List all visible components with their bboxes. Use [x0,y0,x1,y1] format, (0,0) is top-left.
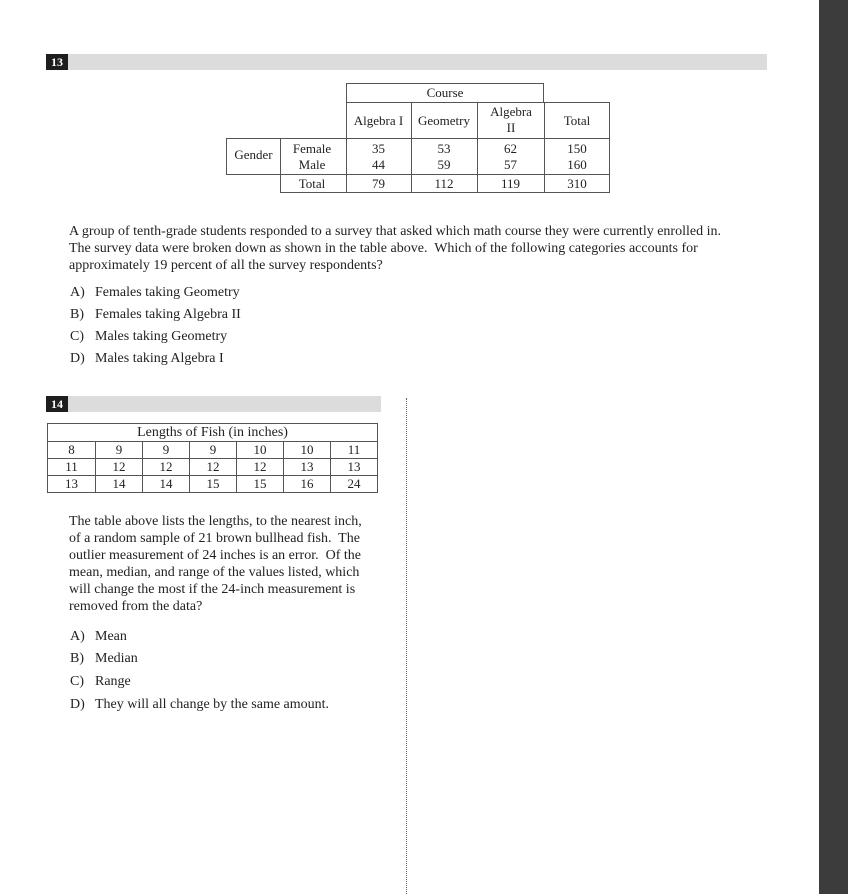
fish-cell: 14 [96,476,143,493]
question-13-number: 13 [46,54,68,70]
col-header-geometry: Geometry [418,113,470,128]
cell-total-geometry: 112 [434,176,454,191]
col-header-algebra-1: Algebra I [353,113,404,128]
fish-cell: 9 [96,442,143,459]
question-13-line-2: The survey data were broken down as shown in the table above. Which of the following categories accounts for [69,241,698,256]
q14-choice-d-text: They will all change by the same amount. [95,697,330,712]
cell-female-geometry: 53 [437,141,451,156]
fish-cell: 14 [143,476,190,493]
cell-total-total: 310 [567,176,587,191]
table-row [48,442,378,459]
fish-cell: 15 [190,476,237,493]
q13-choice-a-letter: A) [70,285,85,300]
q13-choice-c-letter: C) [70,329,84,344]
fish-cell: 12 [96,459,143,476]
fish-cell: 12 [237,459,284,476]
q13-choice-c-text: Males taking Geometry [95,329,228,344]
cell-female-algebra-2: 62 [504,141,517,156]
q14-choice-b-text: Median [95,651,138,666]
col-header-total: Total [563,113,591,128]
q14-choice-b-letter: B) [70,651,84,666]
fish-cell: 10 [237,442,284,459]
question-13-line-3: approximately 19 percent of all the survey respondents? [69,258,383,273]
fish-lengths-table [47,423,378,493]
q13-choice-a[interactable] [70,284,240,301]
q14-choice-a[interactable] [70,628,127,645]
question-14-stem [69,513,389,615]
right-edge-panel [819,0,848,894]
fish-cell: 15 [237,476,284,493]
cell-male-geometry: 59 [437,157,451,172]
fish-cell: 13 [48,476,96,493]
fish-cell: 9 [143,442,190,459]
question-14-line-3: outlier measurement of 24 inches is an error. Of the [69,548,361,563]
fish-cell: 13 [331,459,378,476]
cell-male-total: 160 [567,157,587,172]
cell-male-algebra-2: 57 [504,157,517,172]
course-header: Course [426,85,464,100]
row-label-female: Female [292,141,332,156]
q14-choice-c-letter: C) [70,674,84,689]
q14-choice-a-text: Mean [95,629,127,644]
question-14-line-1: The table above lists the lengths, to the nearest inch, [69,514,362,529]
cell-male-algebra-1: 44 [372,157,385,172]
fish-cell: 11 [331,442,378,459]
fish-cell: 12 [190,459,237,476]
q13-choice-d[interactable] [70,350,224,367]
row-label-total: Total [298,176,326,191]
fish-cell: 11 [48,459,96,476]
question-14-line-5: will change the most if the 24-inch measurement is [69,582,356,597]
question-13-stem [69,223,769,274]
q13-choice-b-text: Females taking Algebra II [95,307,241,322]
q14-choice-b[interactable] [70,650,138,667]
q13-choice-d-letter: D) [70,351,85,366]
fish-cell: 24 [331,476,378,493]
q13-choice-a-text: Females taking Geometry [95,285,240,300]
q13-choice-b[interactable] [70,306,241,323]
question-13-line-1: A group of tenth-grade students responded to a survey that asked which math course they were currently enrolled in. [69,224,721,239]
question-14-line-6: removed from the data? [69,599,203,614]
cell-female-total: 150 [567,141,587,156]
fish-cell: 8 [48,442,96,459]
table-row [48,459,378,476]
q13-choice-d-text: Males taking Algebra I [95,351,224,366]
fish-cell: 10 [284,442,331,459]
col-header-algebra-2: Algebra II [490,104,532,135]
fish-table-title: Lengths of Fish (in inches) [48,424,378,442]
q14-choice-c[interactable] [70,673,131,690]
cell-total-algebra-1: 79 [372,176,385,191]
row-label-male: Male [298,157,326,172]
row-group-gender: Gender [234,147,273,162]
cell-female-algebra-1: 35 [372,141,385,156]
q14-choice-d-letter: D) [70,697,85,712]
table-row [48,476,378,493]
question-13-bar [46,54,767,70]
q14-choice-c-text: Range [95,674,131,689]
question-14-line-4: mean, median, and range of the values listed, which [69,565,360,580]
cell-total-algebra-2: 119 [500,176,521,191]
question-14-number: 14 [46,396,68,412]
fish-cell: 13 [284,459,331,476]
question-14-line-2: of a random sample of 21 brown bullhead fish. The [69,531,360,546]
q14-choice-a-letter: A) [70,629,85,644]
q13-choice-b-letter: B) [70,307,84,322]
column-divider [406,398,407,894]
fish-cell: 9 [190,442,237,459]
fish-cell: 16 [284,476,331,493]
question-14-bar [46,396,381,412]
q14-choice-d[interactable] [70,696,329,713]
fish-cell: 12 [143,459,190,476]
q13-choice-c[interactable] [70,328,227,345]
